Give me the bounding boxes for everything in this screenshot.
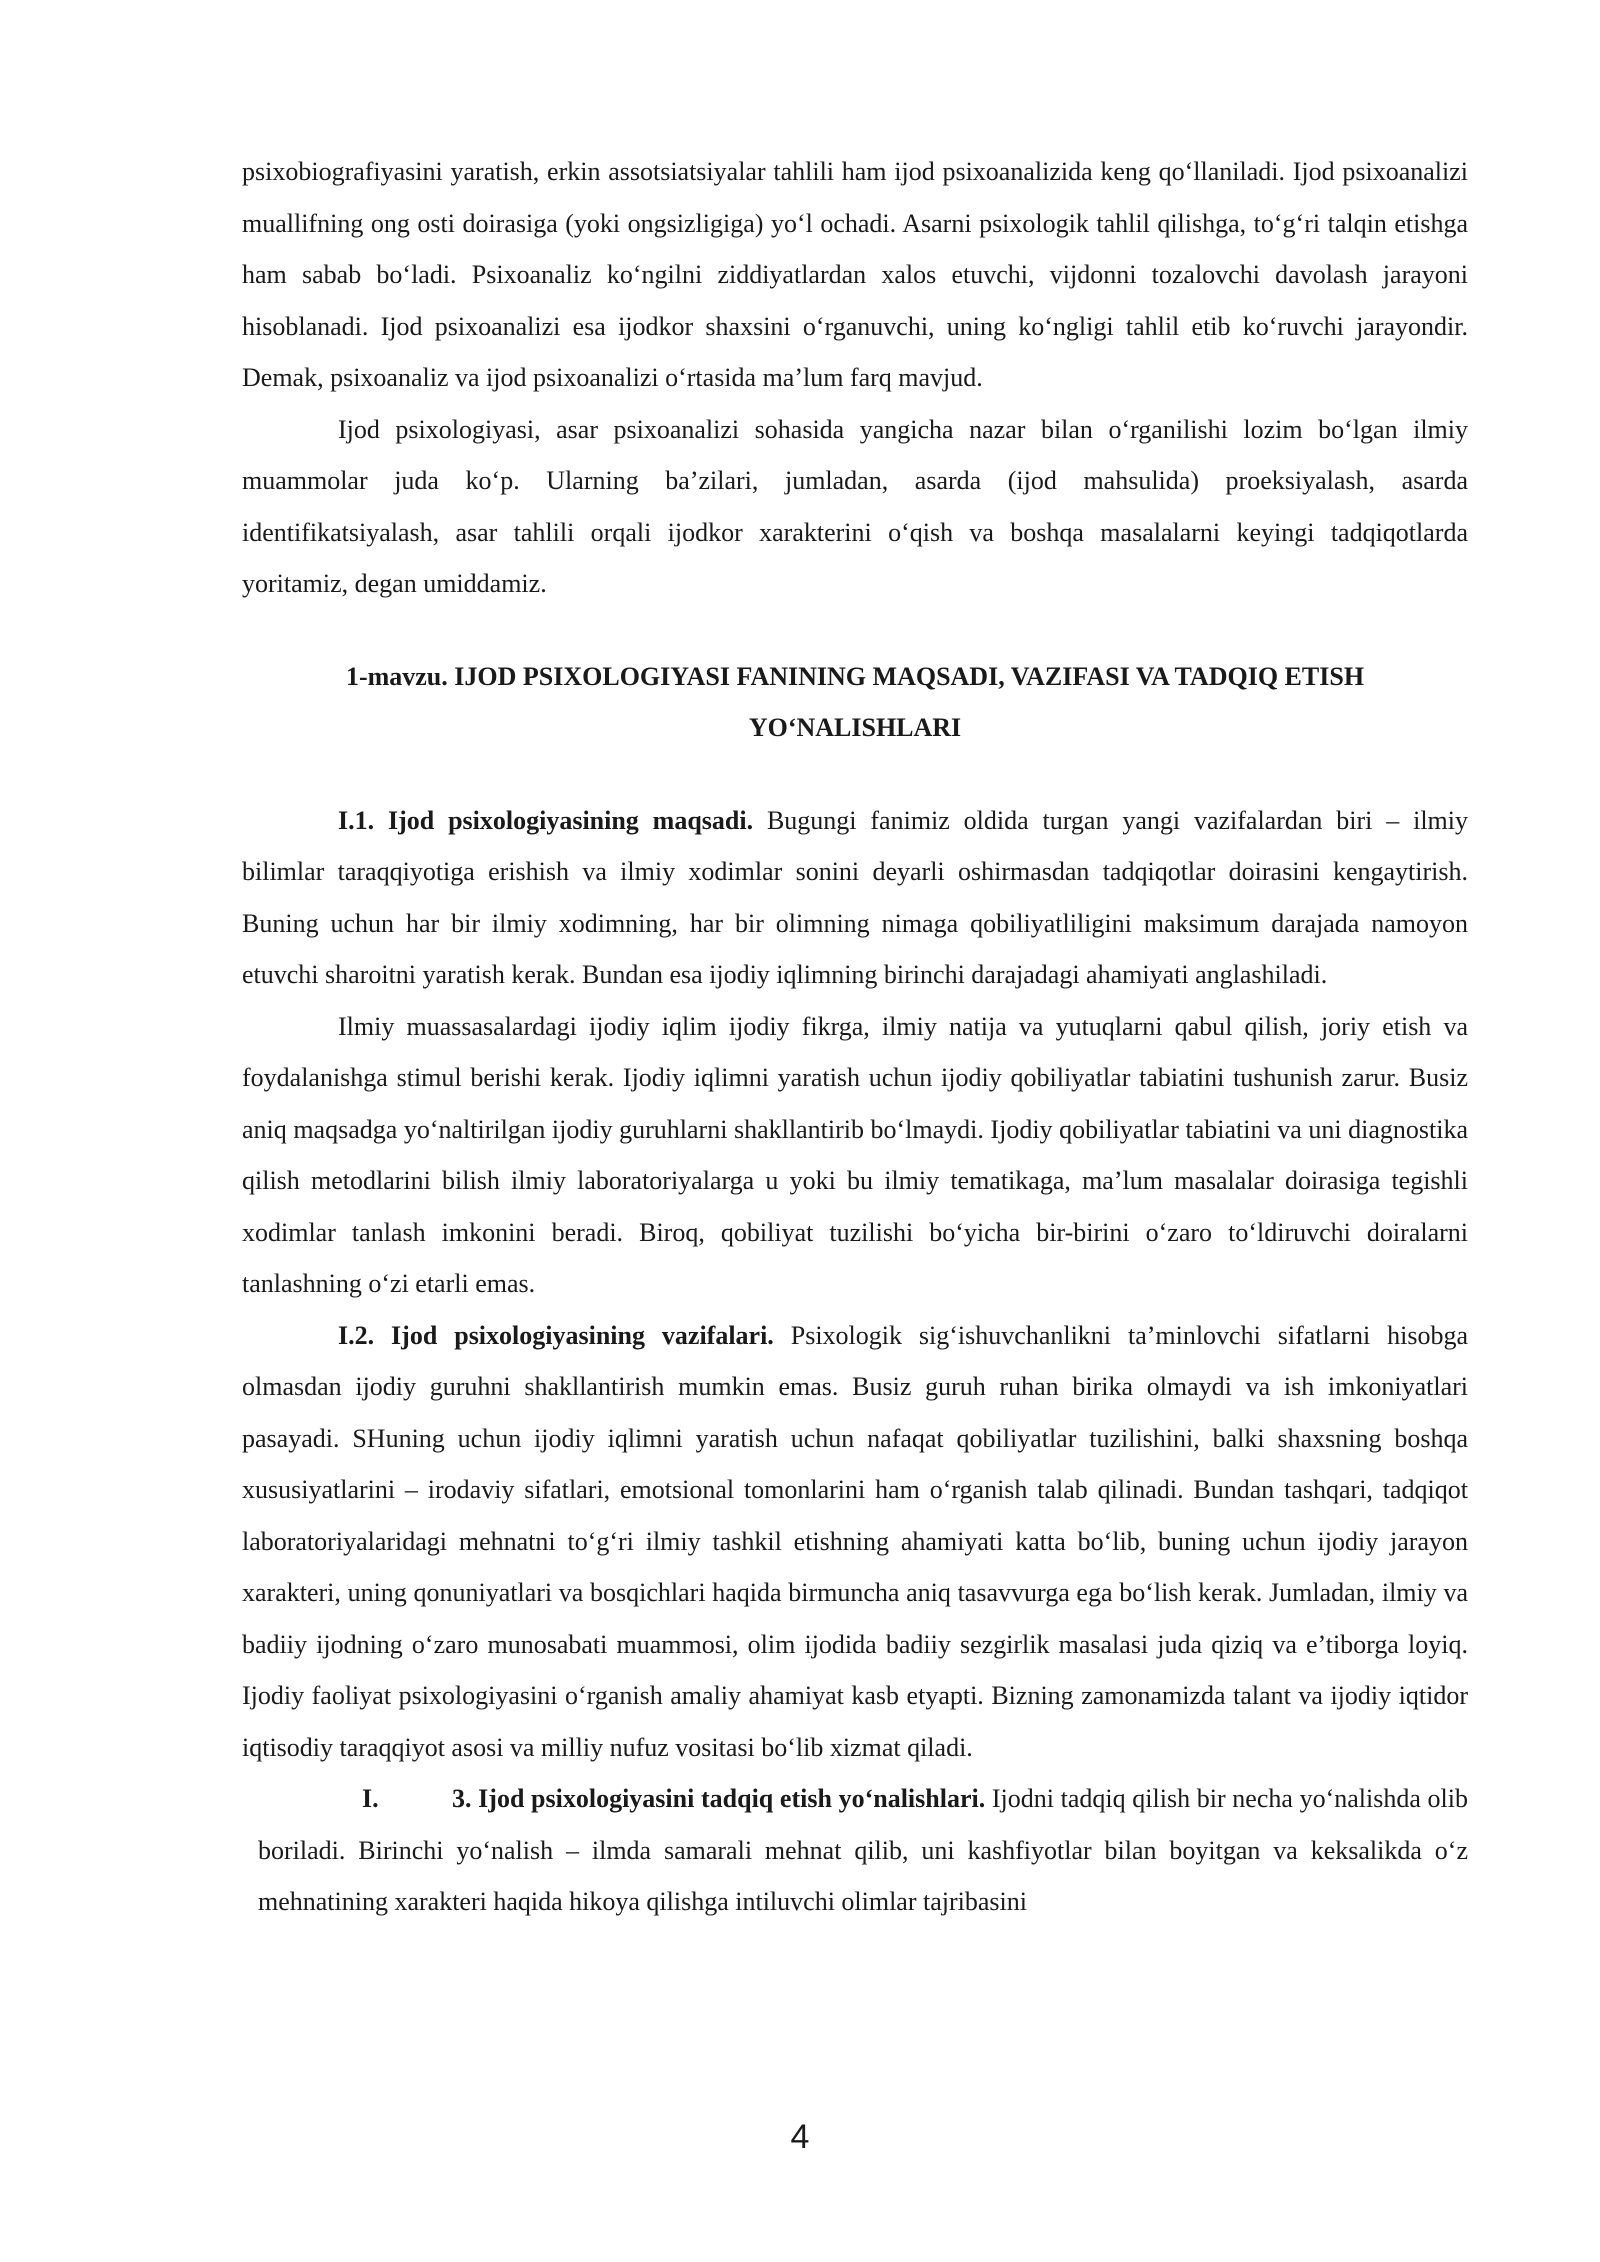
document-page: [242, 146, 1468, 1928]
page-number: 4: [790, 2118, 810, 2156]
intro-paragraph-2: Ijod psixologiyasi, asar psixoanalizi sohasida yangicha nazar bilan o‘rganilishi lozim bo‘lgan ilmiy muammolar juda ko‘p. Ularning ba’zilari, jumladan, asarda (ijod mahsulida) proeksiyalash, asarda identifikatsiyalash, asar tahlili orqali ijodkor xarakterini o‘qish va boshqa masalalarni keyingi tadqiqotlarda yoritamiz, degan umiddamiz.: [242, 414, 1468, 598]
topic-heading-title: IJOD PSIXOLOGIYASI FANINING MAQSADI, VAZIFASI VA TADQIQ ETISH YO‘NALISHLARI: [454, 661, 1365, 742]
section-3-roman-numeral: I.: [362, 1784, 379, 1813]
section-2-text: Psixologik sig‘ishuvchanlikni ta’minlovchi sifatlarni hisobga olmasdan ijodiy guruhni shakllantirish mumkin emas. Busiz guruh ruhan birika olmaydi va ish imkoniyatlari pasayadi. SHuning uchun ijodiy iqlimni yaratish uchun nafaqat qobiliyatlar tuzilishini, balki shaxsning boshqa xususiyatlarini – irodaviy sifatlari, emotsional tomonlarini ham o‘rganish talab qilinadi. Bundan tashqari, tadqiqot laboratoriyalaridagi mehnatni to‘g‘ri ilmiy tashkil etishning ahamiyati katta bo‘lib, buning uchun ijodiy jarayon xarakteri, uning qonuniyatlari va bosqichlari haqida birmuncha aniq tasavvurga ega bo‘lish kerak. Jumladan, ilmiy va badiiy ijodning o‘zaro munosabati muammosi, olim ijodida badiiy sezgirlik masalasi juda qiziq va e’tiborga loyiq. Ijodiy faoliyat psixologiyasini o‘rganish amaliy ahamiyat kasb etyapti. Bizning zamonamizda talant va ijodiy iqtidor iqtisodiy taraqqiyot asosi va milliy nufuz vositasi bo‘lib xizmat qiladi.: [242, 1320, 1468, 1762]
section-1-text: Bugungi fanimiz oldida turgan yangi vazifalardan biri – ilmiy bilimlar taraqqiyotiga erishish va ilmiy xodimlar sonini deyarli oshirmasdan tadqiqotlar doirasini kengaytirish. Buning uchun har bir ilmiy xodimning, har bir olimning nimaga qobiliyatliligini maksimum darajada namoyon etuvchi sharoitni yaratish kerak. Bundan esa ijodiy iqlimning birinchi darajadagi ahamiyati anglashiladi.: [242, 805, 1468, 989]
section-1-paragraph-2: Ilmiy muassasalardagi ijodiy iqlim ijodiy fikrga, ilmiy natija va yutuqlarni qabul qilish, joriy etish va foydalanishga stimul berishi kerak. Ijodiy iqlimni yaratish uchun ijodiy qobiliyatlar tabiatini tushunish zarur. Busiz aniq maqsadga yo‘naltirilgan ijodiy guruhlarni shakllantirib bo‘lmaydi. Ijodiy qobiliyatlar tabiatini va uni diagnostika qilish metodlarini bilish ilmiy laboratoriyalarga u yoki bu ilmiy tematikaga, ma’lum masalalar doirasiga tegishli xodimlar tanlash imkonini beradi. Biroq, qobiliyat tuzilishi bo‘yicha bir-birini o‘zaro to‘ldiruvchi doiralarni tanlashning o‘zi etarli emas.: [242, 1011, 1468, 1298]
section-1-label: I.1. Ijod psixologiyasining maqsadi.: [338, 805, 754, 835]
section-3-text: Ijodni tadqiq qilish bir necha yo‘nalishda olib boriladi. Birinchi yo‘nalish – ilmda samarali mehnat qilib, uni kashfiyotlar bilan boyitgan va keksalikda o‘z mehnatining xarakteri haqida hikoya qilishga intiluvchi olimlar tajribasini: [258, 1784, 1469, 1916]
section-1-paragraph: [242, 795, 1468, 1001]
section-2-label: I.2. Ijod psixologiyasining vazifalari.: [338, 1320, 774, 1350]
topic-heading-prefix: 1-mavzu.: [345, 661, 448, 691]
section-3-paragraph: [242, 1773, 1468, 1928]
intro-paragraph-1: psixobiografiyasini yaratish, erkin assotsiatsiyalar tahlili ham ijod psixoanalizida keng qo‘llaniladi. Ijod psixoanalizi muallifning ong osti doirasiga (yoki ongsizligiga) yo‘l ochadi. Asarni psixologik tahlil qilishga, to‘g‘ri talqin etishga ham sabab bo‘ladi. Psixoanaliz ko‘ngilni ziddiyatlardan xalos etuvchi, vijdonni tozalovchi davolash jarayoni hisoblanadi. Ijod psixoanalizi esa ijodkor shaxsini o‘rganuvchi, uning ko‘ngligi tahlil etib ko‘ruvchi jarayondir. Demak, psixoanaliz va ijod psixoanalizi o‘rtasida ma’lum farq mavjud.: [242, 157, 1468, 392]
section-2-paragraph: [242, 1310, 1468, 1774]
topic-heading: [242, 651, 1468, 754]
section-3-label: 3. Ijod psixologiyasini tadqiq etish yo‘nalishlari.: [452, 1784, 986, 1813]
